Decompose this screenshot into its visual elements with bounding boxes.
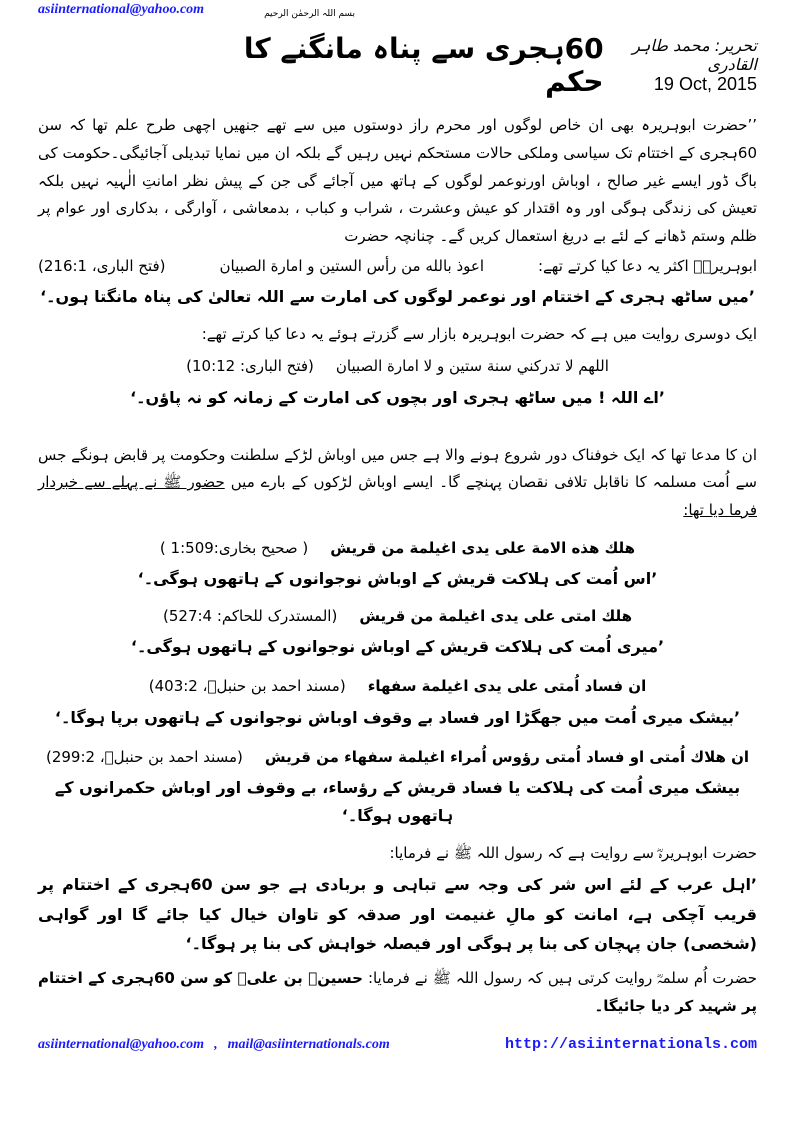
dua2-translation: ’اے اللہ ! میں ساٹھ ہجری اور بچوں کی امارت کے زمانہ کو نہ پاؤں۔‘ bbox=[130, 387, 665, 407]
hadith-arabic: هلك امتى على يدى اغيلمة من قريش bbox=[359, 607, 633, 625]
footer-separator: , bbox=[214, 1036, 218, 1052]
hadith-translation: ’بیشک میری اُمت میں جھگڑا اور فساد بے وقوف اوباش نوجوانوں کے ہاتھوں برپا ہوگا۔‘ bbox=[54, 707, 741, 727]
para5-plain: حضرت اُم سلمہؓ روایت کرتی ہیں کہ رسول اللہ ﷺ نے فرمایا: bbox=[367, 968, 757, 987]
para3-underlined: حضور ﷺ نے پہلے سے خبردار فرما دیا تھا: bbox=[38, 473, 757, 519]
para1-line: اختتام تک سیاسی وملکی حالات مستحکم نہیں رہیں گے بلکہ ان میں نمایا تبدیلی آجائیگی۔حکومت کی باگ ڈور ایسے غیر صالح ، اوباش bbox=[38, 143, 757, 190]
para4-row bbox=[38, 840, 757, 866]
para2-row bbox=[38, 321, 757, 347]
dua1-arabic: اعوذ بالله من رأس الستين و امارة الصبيان bbox=[219, 256, 484, 275]
hadith-row bbox=[38, 603, 757, 629]
hadith-arabic: ان فساد اُمتى على يدى اغيلمة سفهاء bbox=[367, 677, 647, 696]
hadith-reference: ( صحیح بخاری:1:509 ) bbox=[159, 538, 309, 557]
para1-line: ’’حضرت ابوہریرہ بھی ان خاص لوگوں اور محرم راز دوستوں میں سے تھے جنھیں اچھی طرح علم تھا کہ سن 60ہجری کے bbox=[38, 116, 758, 162]
hadith-reference: (مسند احمد بن حنبلؒ، 403:2) bbox=[148, 677, 346, 696]
quote4 bbox=[38, 870, 757, 959]
para2: ایک دوسری روایت میں ہے کہ حضرت ابوہریرہ بازار سے گزرتے ہوئے یہ دعا کیا کرتے تھے: bbox=[201, 325, 757, 343]
para1-line: اورنوعمر لوگوں کے ہاتھ میں آجائے گی جن کے پیش نظر امانتِ الٰہیہ نہیں بلکہ تعیش کی زندگی ہوگی اور وہ اقتدار کو عیش وعشرت ، bbox=[38, 171, 757, 218]
date: 19 Oct, 2015 bbox=[653, 73, 757, 94]
hadith-reference: (مسند احمد بن حنبلؒ، 299:2) bbox=[45, 747, 243, 766]
para4: حضرت ابوہریرہؓ سے روایت ہے کہ رسول اللہ ﷺ نے فرمایا: bbox=[389, 843, 757, 862]
footer bbox=[38, 1036, 757, 1053]
hadith-translation: بیشک میری اُمت کی ہلاکت یا فساد قریش کے رؤساء، بے وقوف اور اوباش حکمرانوں کے ہاتھوں ہوگا۔‘ bbox=[54, 777, 741, 825]
para1 bbox=[38, 112, 757, 251]
byline bbox=[604, 36, 757, 95]
dua1-row bbox=[38, 253, 757, 279]
dua2-reference: (فتح الباری: 10:12) bbox=[186, 357, 314, 376]
para3-plain: مسلمہ کا ناقابل تلافی نقصان پہنچے گا۔ ایسے اوباش لڑکوں کے بارے میں bbox=[230, 473, 697, 492]
dua2-arabic: اللهم لا تدركني سنة ستين و لا امارة الصبيان bbox=[335, 357, 609, 376]
page bbox=[38, 2, 757, 1053]
page-title: 60ہجری سے پناہ مانگنے کا حکم bbox=[243, 32, 604, 98]
hadith-reference: (المستدرک للحاکم: 527:4) bbox=[163, 607, 338, 625]
para5 bbox=[38, 965, 757, 1021]
hadith-row bbox=[38, 673, 757, 699]
para1-last: ابوہریرہؓ اکثر یہ دعا کیا کرتے تھے: bbox=[537, 256, 757, 275]
header-email-link[interactable]: asiinternational@yahoo.com bbox=[38, 2, 205, 17]
hadith-translation: ’میری اُمت کی ہلاکت قریش کے اوباش نوجوانوں کے ہاتھوں ہوگی۔‘ bbox=[130, 637, 665, 657]
author: تحریر: محمد طاہر القادری bbox=[632, 35, 757, 74]
quote4-line: غنیمت اور صدقہ کو تاوان خیال کیا جائے گا اور گواہی (شخصی) جان پہچان کی بنا پر ہوگی اور فیصلہ خواہش کی بنا پر ہوگا۔‘ bbox=[38, 904, 757, 954]
para5-bold: حسینؑ بن علیؑ کو سن 60ہجری کے اختتام پر شہید کر دیا جائیگا۔ bbox=[38, 968, 757, 1015]
header bbox=[38, 32, 757, 98]
bismillah: بسم اللہ الرحمٰن الرحیم bbox=[264, 9, 355, 19]
footer-email1-link[interactable]: asiinternational@yahoo.com bbox=[38, 1036, 205, 1052]
hadith-translation: ’اس اُمت کی ہلاکت قریش کے اوباش نوجوانوں کے ہاتھوں ہوگی۔‘ bbox=[137, 569, 658, 588]
para3-line: ان کا مدعا تھا کہ ایک خوفناک دور شروع ہونے والا ہے جس میں اوباش لڑکے سلطنت وحکومت پر قابض ہونگے جس سے اُمت bbox=[38, 445, 757, 492]
dua1-translation: ’میں ساٹھ ہجری کے اختتام اور نوعمر لوگوں کی امارت سے اللہ تعالیٰ کی پناہ مانگتا ہوں۔‘ bbox=[40, 287, 755, 306]
hadith-arabic: هلك هذه الامة على يدى اغيلمة من قريش bbox=[330, 538, 636, 557]
para1-line: شراب و کباب ، بدمعاشی ، آوارگی ، بدکاری اور عوام پر ظلم وستم ڈھانے کے لئے بے دریغ استعمال کریں گے۔ چنانچہ حضرت bbox=[38, 199, 757, 245]
hadith-row bbox=[38, 535, 757, 561]
footer-website-link[interactable]: http://asiinternationals.com bbox=[504, 1036, 757, 1054]
top-bar bbox=[38, 2, 757, 24]
dua1-reference: (فتح الباری، 216:1) bbox=[38, 256, 166, 275]
hadith-row bbox=[38, 744, 757, 770]
dua2-row bbox=[38, 353, 757, 379]
para3 bbox=[38, 442, 757, 525]
quote4-line: ’اہل عرب کے لئے اس شر کی وجہ سے تباہی و بربادی ہے جو سن 60ہجری کے اختتام پر قریب آچکی ہے، امانت کو مالِ bbox=[38, 875, 758, 924]
footer-email2-link[interactable]: mail@asiinternationals.com bbox=[227, 1036, 390, 1052]
hadith-arabic: ان هلاك اُمتى او فساد اُمتى رؤوس اُمراء اغيلمة سفهاء من قريش bbox=[264, 747, 750, 766]
